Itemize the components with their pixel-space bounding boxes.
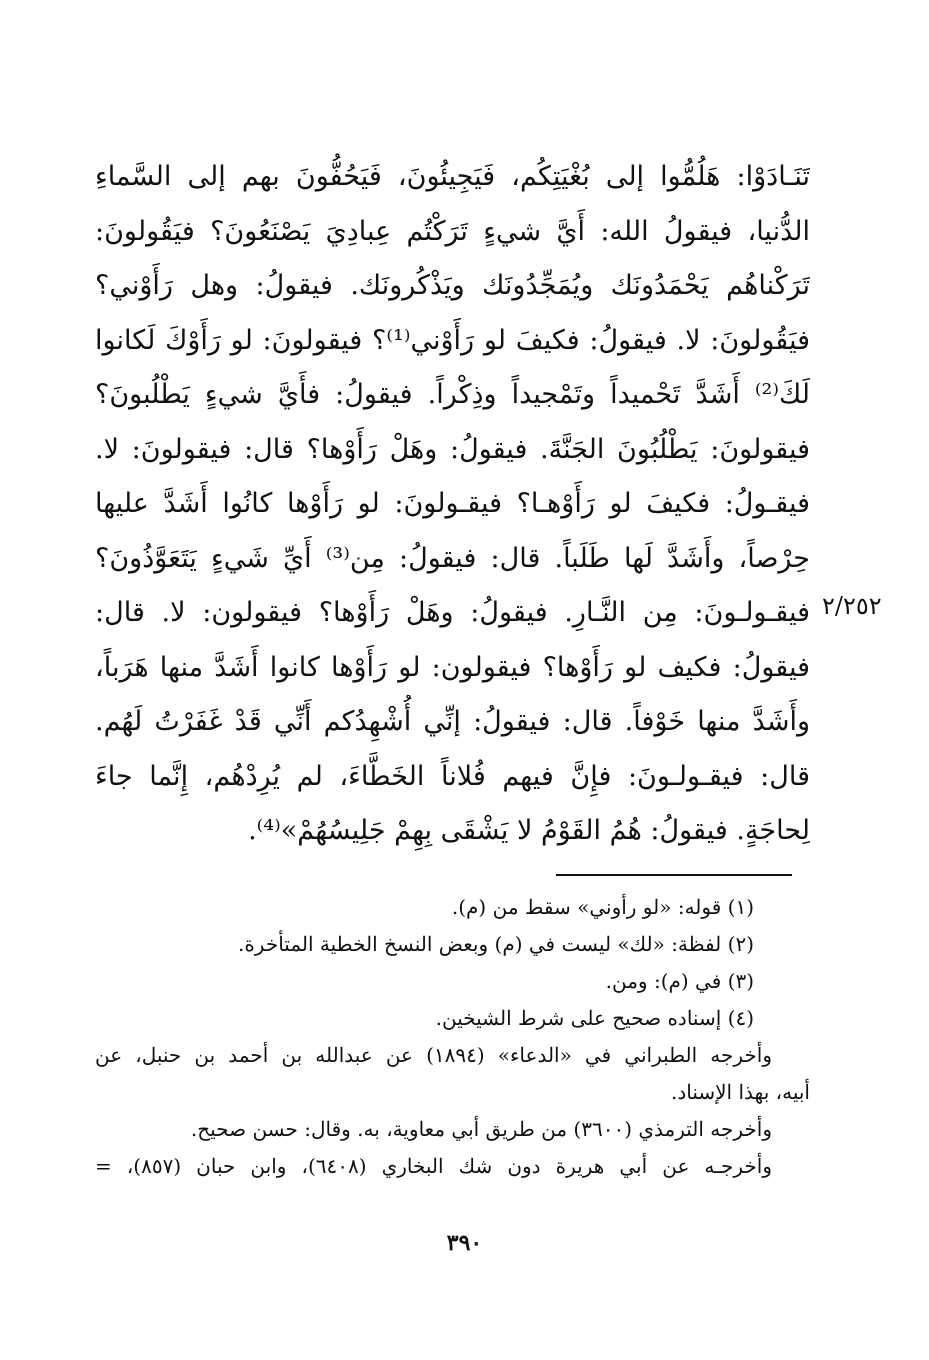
main-text-line: فيَقُولونَ: لا. فيقولُ: فكيفَ لو رَأَوْني⁽¹⁾؟ فيقولونَ: لو رَأَوْكَ لَكانوا [95,324,810,356]
main-text-line: حِرْصاً، وأَشَدَّ لَها طَلَباً. قال: فيقولُ: مِن⁽³⁾ أَيِّ شَيءٍ يَتَعَوَّذُونَ؟ [95,542,810,574]
main-text-line: فيقـولُ: فكيفَ لو رَأَوْهـا؟ فيقـولونَ: لو رَأَوْها كانُوا أَشَدَّ عليها [95,488,810,519]
main-text-line: الدُّنيا، فيقولُ الله: أَيَّ شيءٍ تَرَكْتُم عِبادِيَ يَصْنَعُونَ؟ فيَقُولونَ: [95,215,810,247]
footnote-separator-rule [556,874,792,876]
main-text-line: وأَشَدَّ منها خَوْفاً. قال: فيقولُ: إنِّي أُشْهِدُكم أَنِّي قَدْ غَفَرْتُ لَهُم. [95,706,810,737]
main-text-line: تَرَكْناهُم يَحْمَدُونَك ويُمَجِّدُونَك ويَذْكُرونَك. فيقولُ: وهل رَأَوْني؟ [95,270,810,301]
footnote-line: (٣) في (م): ومن. [605,969,754,993]
main-text-line: لِحاجَةٍ. فيقولُ: هُمُ القَوْمُ لا يَشْقَى بِهِمْ جَلِيسُهُمْ»⁽⁴⁾. [248,815,810,846]
footnote-line: (١) قوله: «لو رأوني» سقط من (م). [451,895,754,919]
footnote-line: وأخرجـه عن أبي هريرة دون شك البخاري (٦٤٠٨)، وابن حبان (٨٥٧)، = [95,1154,772,1178]
page-number: ٣٩٠ [446,1230,483,1256]
footnote-line: (٢) لفظة: «لك» ليست في (م) وبعض النسخ الخطية المتأخرة. [237,932,754,956]
main-text-line: قال: فيقـولـونَ: فإِنَّ فيهم فُلاناً الخَطَّاءَ، لم يُرِدْهُم، إِنَّما جاءَ [95,760,810,792]
footnote-line: وأخرجه الطبراني في «الدعاء» (١٨٩٤) عن عبدالله بن أحمد بن حنبل، عن [95,1043,772,1067]
main-text-line: لَكَ⁽²⁾ أَشَدَّ تَحْميداً وتَمْجيداً وذِكْراً. فيقولُ: فأَيَّ شيءٍ يَطْلُبونَ؟ [95,379,810,410]
footnote-line: (٤) إسناده صحيح على شرط الشيخين. [435,1006,754,1030]
margin-volume-page-reference: ٢/٢٥٢ [822,592,882,620]
main-text-line: فيقولُ: فكيف لو رَأَوْها؟ فيقولون: لو رَأَوْها كانوا أَشَدَّ منها هَرَباً، [95,651,810,683]
footnote-line: وأخرجه الترمذي (٣٦٠٠) من طريق أبي معاوية، به. وقال: حسن صحيح. [190,1117,772,1141]
footnote-line: أبيه، بهذا الإسناد. [670,1080,810,1104]
main-text-line: فيقولونَ: يَطْلُبُونَ الجَنَّةَ. فيقولُ: وهَلْ رَأَوْها؟ قال: فيقولونَ: لا. [95,433,810,465]
main-text-block [95,150,810,859]
main-text-line: تَنَـادَوْا: هَلُمُّوا إلى بُغْيَتِكُم، فَيَجِيئُونَ، فَيَحُفُّونَ بهم إلى السَّماءِ [95,161,810,192]
footnotes-block [95,889,810,1185]
main-text-line: فيقـولـونَ: مِن النَّـارِ. فيقولُ: وهَلْ رَأَوْها؟ فيقولون: لا. قال: [95,597,810,628]
